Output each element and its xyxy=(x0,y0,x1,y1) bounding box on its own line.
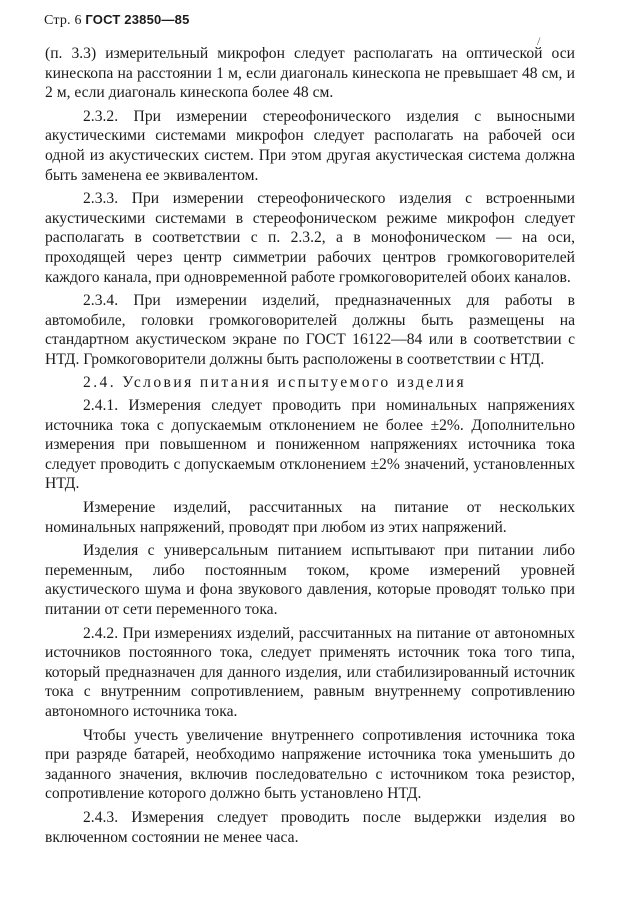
paragraph-battery-resistance: Чтобы учесть увеличение внутреннего сопротивления источника тока при разряде батарей, необходимо напряжение источника тока уменьшить до заданного значения, включив последовательно с источником тока резистор, сопротивление которого должно быть установлено НТД. xyxy=(45,726,575,803)
paragraph-2-3-4: 2.3.4. При измерении изделий, предназначенных для работы в автомобиле, головки громкоговорителей должны быть размещены на стандартном акустическом экране по ГОСТ 16122—84 или в соответствии с НТД. Громкоговорители должны быть расположены в соответствии с НТД. xyxy=(45,292,575,368)
paragraph-multiple-voltages: Измерение изделий, рассчитанных на питание от нескольких номинальных напряжений, проводят при любом из этих напряжений. xyxy=(45,499,575,536)
page-number: Стр. 6 xyxy=(44,13,82,28)
scan-mark: / xyxy=(537,34,541,48)
paragraph-2-3-3: 2.3.3. При измерении стереофонического изделия с встроенными акустическими системами в стереофоническом режиме микрофон следует располагать в соответствии с п. 2.3.2, а в монофоническом — на оси, проходящей через центр симметрии рабочих центров громкоговорителей каждого канала, при одновременной работе громкоговорителей обоих каналов. xyxy=(45,190,575,286)
paragraph-2-4-1: 2.4.1. Измерения следует проводить при номинальных напряжениях источника тока с допускаемым отклонением не более ±2%. Дополнительно измерения при повышенном и пониженном напряжениях источника тока следует проводить с допускаемым отклонением ±2% значений, установленных НТД. xyxy=(45,397,575,493)
standard-designation: ГОСТ 23850—85 xyxy=(85,12,190,27)
page-header xyxy=(44,12,190,29)
paragraph-2-4-3: 2.4.3. Измерения следует проводить после выдержки изделия во включенном состоянии не менее часа. xyxy=(45,808,575,846)
paragraph-2-3-2: 2.3.2. При измерении стереофонического изделия с выносными акустическими системами микрофон следует располагать на рабочей оси одной из акустических систем. При этом другая акустическая система должна быть заменена ее эквивалентом. xyxy=(45,107,575,184)
paragraph-universal-power: Изделия с универсальным питанием испытывают при питании либо переменным, либо постоянным током, кроме измерений уровней акустического шума и фона звукового давления, которые проводят только при питании от сети переменного тока. xyxy=(45,542,575,619)
paragraph-2-4-2: 2.4.2. При измерениях изделий, рассчитанных на питание от автономных источников постоянного тока, следует применять источник тока того типа, который предназначен для данного изделия, или стабилизированный источник тока с внутренним сопротивлением, равным внутреннему сопротивлению автономного источника тока. xyxy=(45,624,575,720)
section-heading-2-4: 2.4. Условия питания испытуемого изделия xyxy=(83,373,467,391)
body-text xyxy=(45,44,575,847)
paragraph-continuation: (п. 3.3) измерительный микрофон следует располагать на оптической оси кинескопа на расстоянии 1 м, если диагональ кинескопа не превышает 48 см, и 2 м, если диагональ кинескопа более 48 см. xyxy=(45,45,575,102)
